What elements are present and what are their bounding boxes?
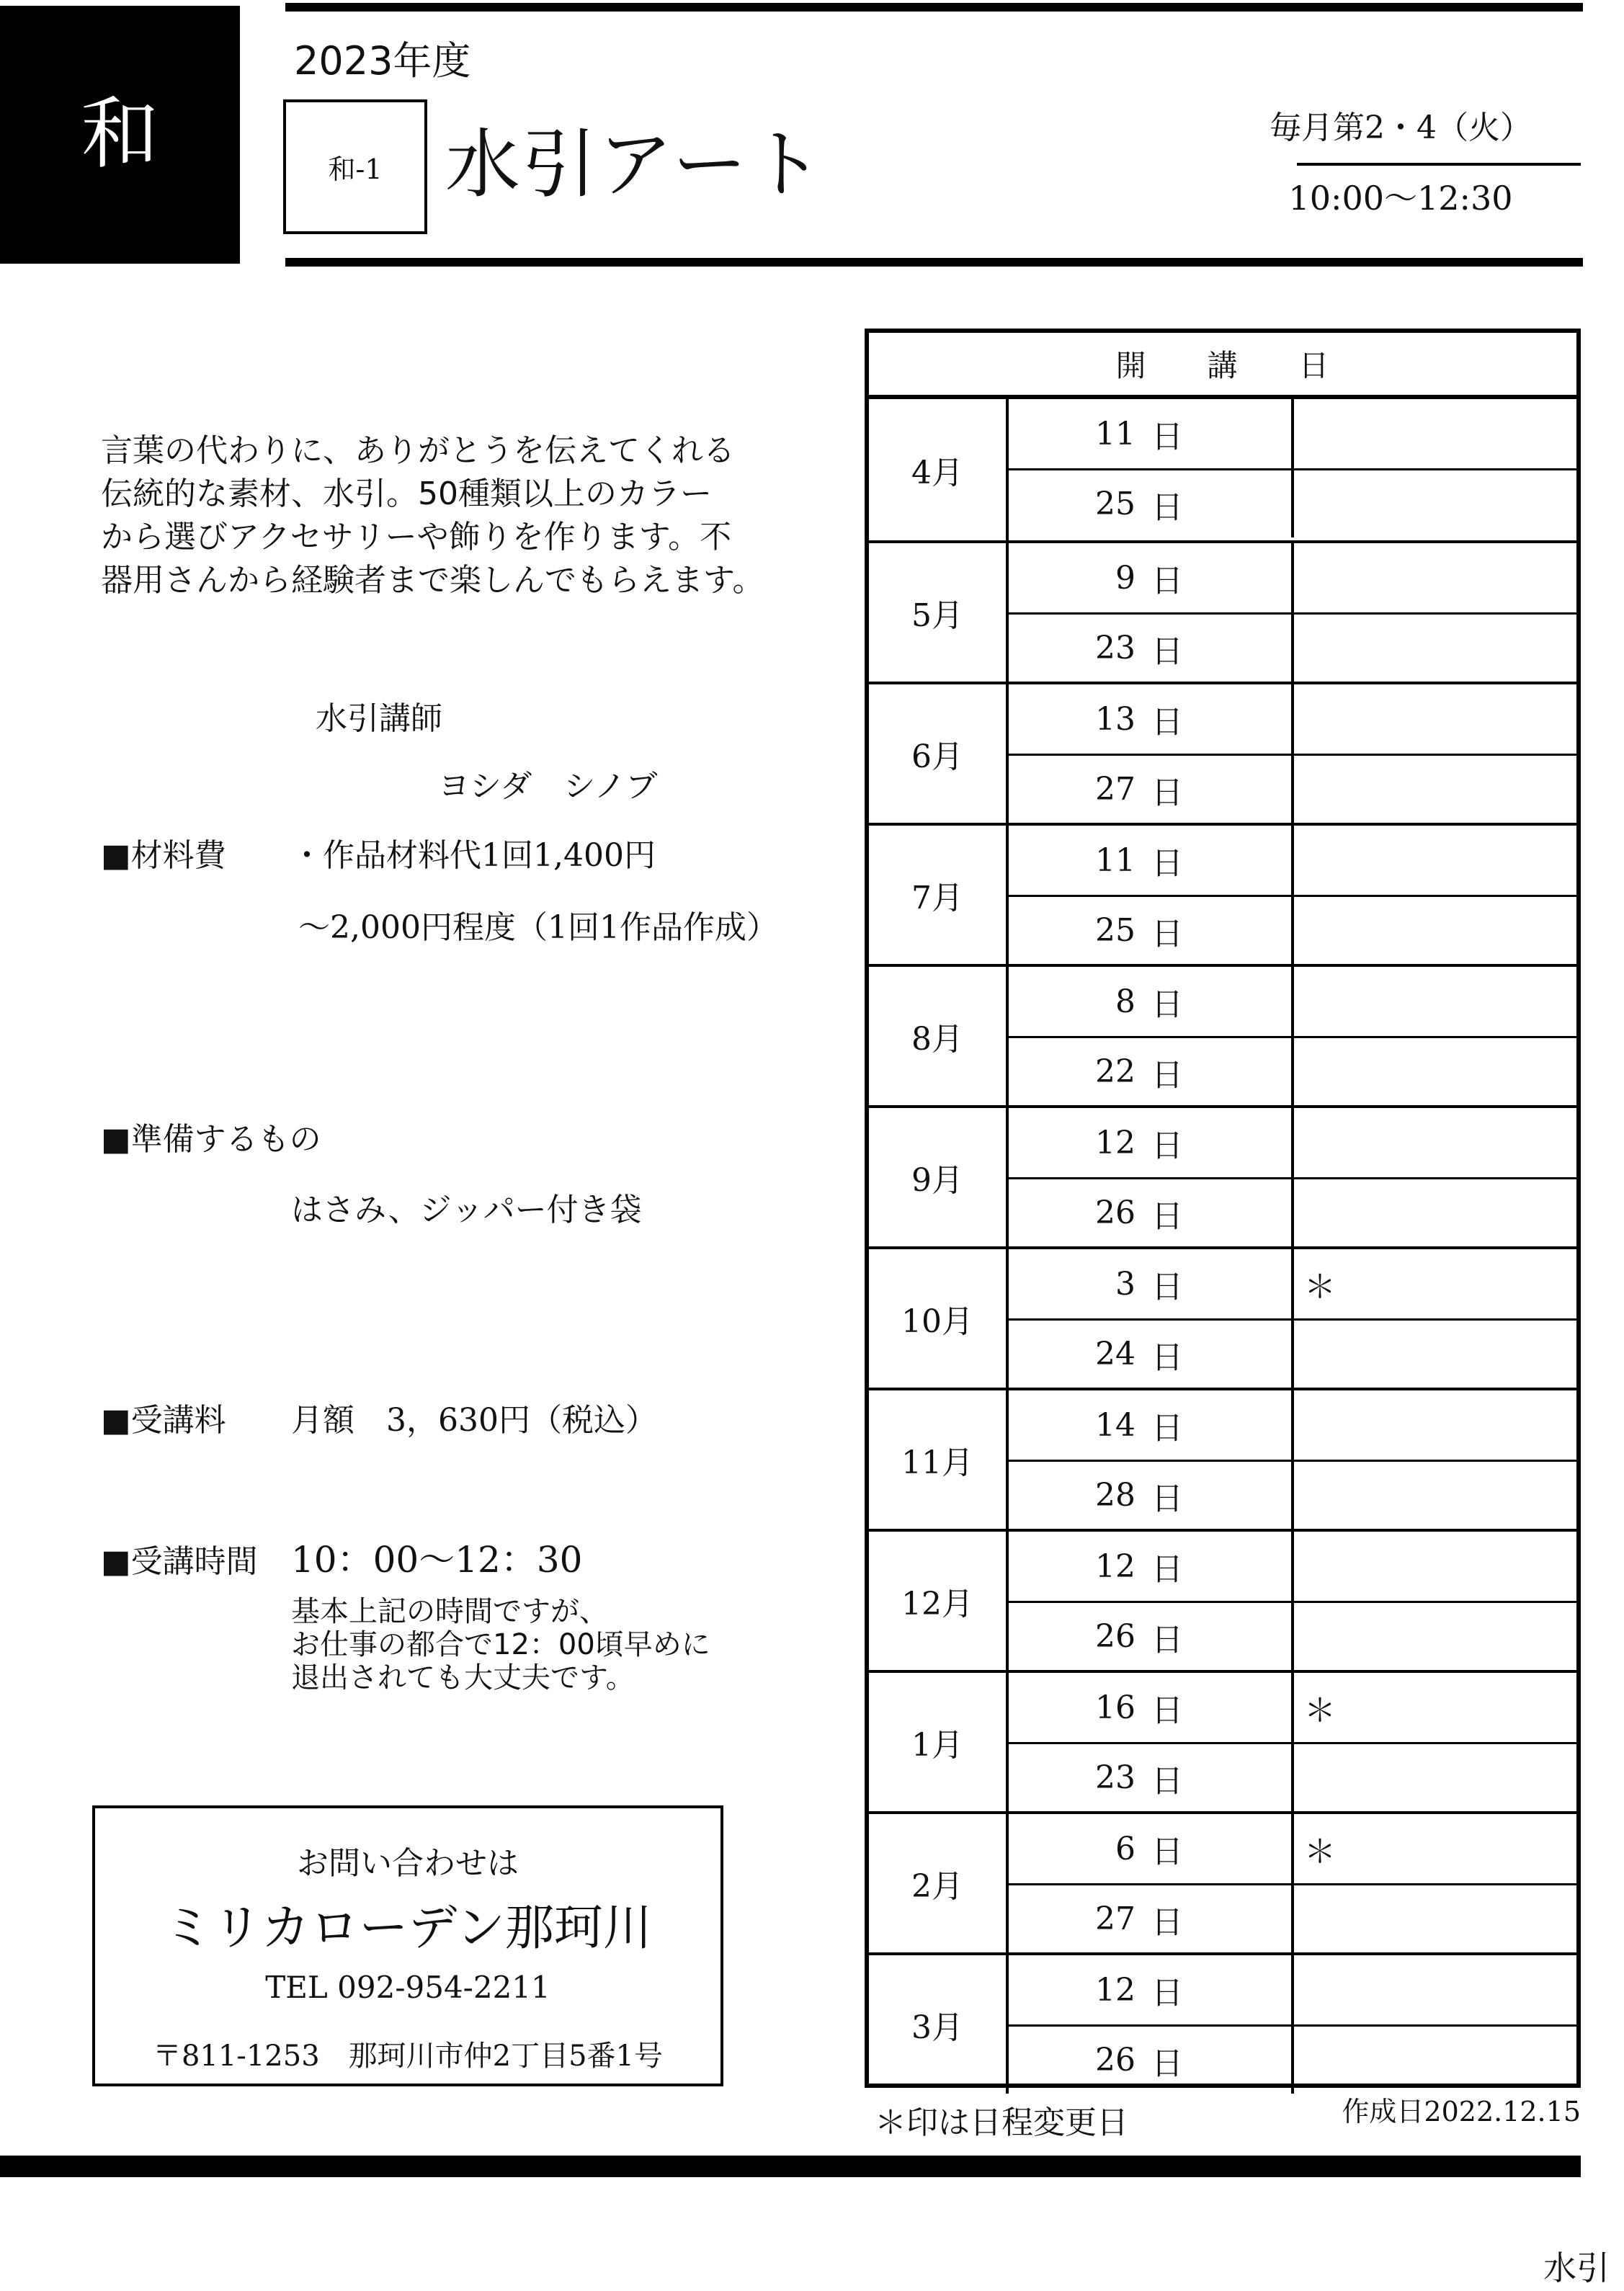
day-number: 25 [1095, 486, 1136, 522]
month-label: 1月 [869, 1673, 1009, 1811]
schedule-change-mark [1294, 897, 1576, 964]
contact-venue-name: ミリカローデン那珂川 [164, 1900, 652, 1957]
schedule-change-mark [1294, 615, 1576, 682]
month-block [869, 399, 1576, 540]
hours-note-line: お仕事の都合で12：00頃早めに [291, 1628, 710, 1661]
day-cell [1009, 1038, 1294, 1105]
schedule-change-mark: ＊ [1304, 1834, 1336, 1870]
day-number: 25 [1095, 912, 1136, 949]
table-row [1009, 612, 1576, 682]
schedule-change-mark [1294, 1321, 1576, 1388]
day-number: 22 [1095, 1053, 1136, 1090]
day-number: 11 [1095, 841, 1136, 879]
day-number: 26 [1095, 1618, 1136, 1655]
day-cell [1009, 826, 1294, 895]
table-header [869, 333, 1576, 399]
day-unit: 日 [1151, 915, 1183, 952]
day-unit: 日 [1151, 1692, 1183, 1729]
contact-box [92, 1805, 723, 2086]
schedule-change-mark [1294, 1532, 1576, 1601]
fee-heading: ■受講料 [101, 1402, 226, 1439]
course-code: 和-1 [283, 99, 427, 234]
description-line: 言葉の代わりに、ありがとうを伝えてくれる [101, 432, 735, 469]
day-cell [1009, 684, 1294, 754]
day-number: 13 [1095, 700, 1136, 738]
schedule-change-mark [1294, 1390, 1576, 1460]
month-block [869, 1388, 1576, 1529]
schedule-change-mark [1294, 399, 1576, 468]
created-date: 作成日2022.12.15 [1342, 2096, 1581, 2127]
table-header-char: 日 [1298, 348, 1330, 383]
month-block [869, 1105, 1576, 1246]
day-unit: 日 [1151, 1056, 1183, 1094]
schedule-table [865, 329, 1581, 2088]
header-bottom-rule [285, 258, 1583, 267]
hours-note-line: 基本上記の時間ですが、 [291, 1595, 608, 1628]
day-cell [1009, 399, 1294, 468]
contact-intro: お問い合わせは [297, 1845, 519, 1882]
month-label: 12月 [869, 1532, 1009, 1670]
day-number: 16 [1095, 1689, 1136, 1726]
month-block [869, 1952, 1576, 2094]
table-row [1009, 684, 1576, 754]
month-label: 4月 [869, 399, 1009, 540]
day-cell [1009, 615, 1294, 682]
day-unit: 日 [1151, 1834, 1183, 1870]
materials-cost: ・作品材料代1回1,400円 [291, 837, 656, 874]
table-row [1009, 1108, 1576, 1177]
day-unit: 日 [1151, 1339, 1183, 1376]
day-unit: 日 [1151, 2045, 1183, 2082]
schedule-change-mark [1294, 543, 1576, 612]
course-title: 水引アート [445, 120, 825, 208]
day-cell [1009, 1108, 1294, 1177]
materials-cost-range: ～2,000円程度（1回1作品作成） [298, 909, 778, 946]
table-header-char: 開 [1115, 348, 1147, 383]
day-number: 12 [1095, 1971, 1136, 2009]
table-row [1009, 1036, 1576, 1105]
month-label: 3月 [869, 1955, 1009, 2094]
day-unit: 日 [1151, 1551, 1183, 1588]
month-label: 2月 [869, 1814, 1009, 1952]
day-cell [1009, 1955, 1294, 2024]
preparation-heading: ■準備するもの [101, 1121, 321, 1158]
preparation-items: はさみ、ジッパー付き袋 [291, 1192, 642, 1228]
day-cell [1009, 756, 1294, 823]
description-line: 器用さんから経験者まで楽しんでもらえます。 [101, 562, 764, 599]
table-row [1009, 967, 1576, 1036]
day-unit: 日 [1151, 1269, 1183, 1305]
day-cell [1009, 1249, 1294, 1318]
materials-heading: ■材料費 [101, 837, 226, 874]
table-row [1009, 543, 1576, 612]
schedule-change-mark [1294, 1038, 1576, 1105]
day-unit: 日 [1151, 774, 1183, 811]
course-description [101, 429, 764, 602]
schedule-change-mark [1294, 967, 1576, 1036]
day-unit: 日 [1151, 1762, 1183, 1800]
schedule-change-mark [1294, 684, 1576, 754]
month-block [869, 1811, 1576, 1952]
table-row [1009, 1742, 1576, 1811]
hours-value: 10：00～12：30 [291, 1539, 583, 1581]
month-label: 10月 [869, 1249, 1009, 1388]
table-row [1009, 1460, 1576, 1529]
day-number: 11 [1095, 415, 1136, 452]
table-row [1009, 2024, 1576, 2094]
table-row [1009, 1673, 1576, 1742]
day-cell [1009, 1673, 1294, 1742]
table-row [1009, 1883, 1576, 1952]
table-row [1009, 895, 1576, 964]
day-unit: 日 [1151, 488, 1183, 526]
table-row [1009, 1177, 1576, 1246]
month-block [869, 964, 1576, 1105]
day-cell [1009, 1814, 1294, 1883]
table-row [1009, 1814, 1576, 1883]
footer-label: 水引 [1543, 2248, 1610, 2287]
schedule-rule: 毎月第2・4（火） [1270, 110, 1532, 146]
day-number: 26 [1095, 2042, 1136, 2078]
table-row [1009, 1390, 1576, 1460]
day-unit: 日 [1151, 563, 1183, 599]
day-cell [1009, 543, 1294, 612]
day-unit: 日 [1151, 986, 1183, 1023]
table-row [1009, 1318, 1576, 1388]
table-header-char: 講 [1207, 348, 1239, 383]
day-unit: 日 [1151, 1621, 1183, 1658]
schedule-change-mark [1294, 1108, 1576, 1177]
description-line: 伝統的な素材、水引。50種類以上のカラー [101, 475, 712, 512]
day-unit: 日 [1151, 704, 1183, 741]
schedule-change-mark: ＊ [1304, 1269, 1336, 1305]
table-row [1009, 399, 1576, 468]
month-block [869, 1670, 1576, 1811]
schedule-change-mark [1294, 1744, 1576, 1811]
contact-phone: TEL 092-954-2211 [265, 1970, 550, 2005]
hours-note [291, 1595, 710, 1694]
day-number: 14 [1095, 1406, 1136, 1444]
table-row [1009, 826, 1576, 895]
day-number: 27 [1095, 1901, 1136, 1937]
month-block [869, 682, 1576, 823]
day-number: 23 [1095, 1759, 1136, 1796]
hours-heading: ■受講時間 [101, 1543, 258, 1580]
schedule-change-mark [1294, 826, 1576, 895]
day-unit: 日 [1151, 1480, 1183, 1517]
table-row [1009, 1955, 1576, 2024]
day-unit: 日 [1151, 1903, 1183, 1941]
day-unit: 日 [1151, 1197, 1183, 1235]
day-unit: 日 [1151, 1975, 1183, 2011]
schedule-change-mark: ＊ [1304, 1692, 1336, 1729]
hours-note-line: 退出されても大丈夫です。 [291, 1661, 635, 1694]
table-row [1009, 1249, 1576, 1318]
table-row [1009, 1532, 1576, 1601]
schedule-divider [1297, 163, 1581, 166]
day-cell [1009, 1532, 1294, 1601]
schedule-change-mark [1294, 1603, 1576, 1670]
day-cell [1009, 470, 1294, 537]
day-cell [1009, 967, 1294, 1036]
day-cell [1009, 1744, 1294, 1811]
category-badge: 和 [0, 6, 240, 264]
schedule-change-mark [1294, 1955, 1576, 2024]
asterisk-legend: ＊印は日程変更日 [875, 2104, 1128, 2141]
header-top-rule [285, 3, 1583, 12]
instructor-role: 水引講師 [316, 700, 442, 737]
day-unit: 日 [1151, 845, 1183, 882]
fee-value: 月額 3，630円（税込） [291, 1402, 657, 1439]
day-number: 12 [1095, 1124, 1136, 1161]
day-cell [1009, 2027, 1294, 2094]
day-unit: 日 [1151, 1410, 1183, 1447]
instructor-name: ヨシダ シノブ [438, 768, 658, 805]
day-number: 3 [1115, 1265, 1136, 1303]
month-label: 11月 [869, 1390, 1009, 1529]
day-number: 24 [1095, 1336, 1136, 1372]
day-cell [1009, 1462, 1294, 1529]
day-number: 28 [1095, 1477, 1136, 1514]
table-row [1009, 754, 1576, 823]
schedule-time: 10:00～12:30 [1288, 179, 1513, 218]
day-cell [1009, 1179, 1294, 1246]
month-block [869, 540, 1576, 682]
month-label: 6月 [869, 684, 1009, 823]
month-block [869, 823, 1576, 964]
day-number: 27 [1095, 771, 1136, 808]
fiscal-year: 2023年度 [294, 38, 471, 84]
table-row [1009, 468, 1576, 537]
day-cell [1009, 1390, 1294, 1460]
month-label: 5月 [869, 543, 1009, 682]
month-label: 9月 [869, 1108, 1009, 1246]
month-block [869, 1246, 1576, 1388]
day-unit: 日 [1151, 633, 1183, 670]
day-number: 6 [1115, 1830, 1136, 1867]
month-block [869, 1529, 1576, 1670]
day-number: 26 [1095, 1194, 1136, 1231]
description-line: から選びアクセサリーや飾りを作ります。不 [101, 519, 732, 555]
day-cell [1009, 1885, 1294, 1952]
contact-address: 〒811-1253 那珂川市仲2丁目5番1号 [152, 2040, 663, 2073]
schedule-change-mark [1294, 1179, 1576, 1246]
schedule-change-mark [1294, 756, 1576, 823]
day-cell [1009, 897, 1294, 964]
schedule-change-mark [1294, 1462, 1576, 1529]
month-label: 8月 [869, 967, 1009, 1105]
day-number: 9 [1115, 559, 1136, 597]
day-number: 12 [1095, 1548, 1136, 1585]
day-unit: 日 [1151, 1127, 1183, 1164]
day-unit: 日 [1151, 419, 1183, 455]
table-row [1009, 1601, 1576, 1670]
day-cell [1009, 1321, 1294, 1388]
footer-rule [0, 2156, 1581, 2177]
schedule-change-mark [1294, 1885, 1576, 1952]
month-label: 7月 [869, 826, 1009, 964]
schedule-change-mark [1294, 2027, 1576, 2094]
day-number: 8 [1115, 983, 1136, 1020]
day-number: 23 [1095, 630, 1136, 666]
schedule-change-mark [1294, 470, 1576, 537]
day-cell [1009, 1603, 1294, 1670]
